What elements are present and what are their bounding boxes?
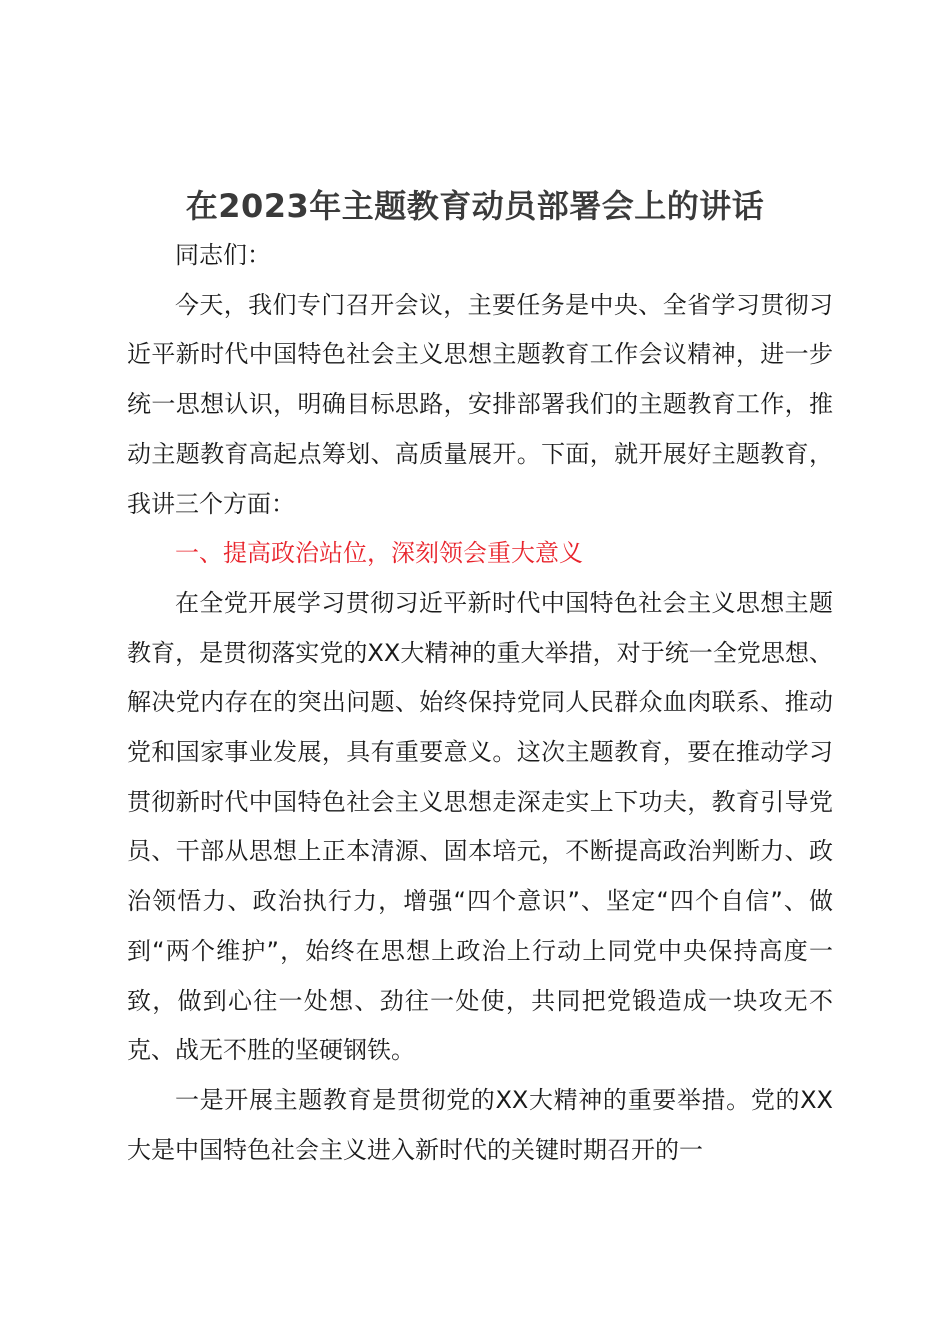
- section-heading-1: 一、提高政治站位，深刻领会重大意义: [175, 539, 583, 568]
- document-title: 在2023年主题教育动员部署会上的讲话: [185, 187, 765, 225]
- section-1-paragraph-1: 在全党开展学习贯彻习近平新时代中国特色社会主义思想主题教育，是贯彻落实党的XX大精神的重大举措，对于统一全党思想、解决党内存在的突出问题、始终保持党同人民群众血肉联系、推动党和国家事业发展，具有重要意义。这次主题教育，要在推动学习贯彻新时代中国特色社会主义思想走深走实上下功夫，教育引导党员、干部从思想上正本清源、固本培元，不断提高政治判断力、政治领悟力、政治执行力，增强“四个意识”、坚定“四个自信”、做到“两个维护”，始终在思想上政治上行动上同党中央保持高度一致，做到心往一处想、劲往一处使，共同把党锻造成一块攻无不克、战无不胜的坚硬钢铁。: [127, 588, 833, 1065]
- section-1-paragraph-2: 一是开展主题教育是贯彻党的XX大精神的重要举措。党的XX大是中国特色社会主义进入新时代的关键时期召开的一: [127, 1085, 833, 1164]
- intro-paragraph: 今天，我们专门召开会议，主要任务是中央、全省学习贯彻习近平新时代中国特色社会主义思想主题教育工作会议精神，进一步统一思想认识，明确目标思路，安排部署我们的主题教育工作，推动主题教育高起点筹划、高质量展开。下面，就开展好主题教育，我讲三个方面：: [127, 290, 833, 518]
- salutation: 同志们：: [175, 241, 271, 269]
- document-body: [127, 231, 833, 1175]
